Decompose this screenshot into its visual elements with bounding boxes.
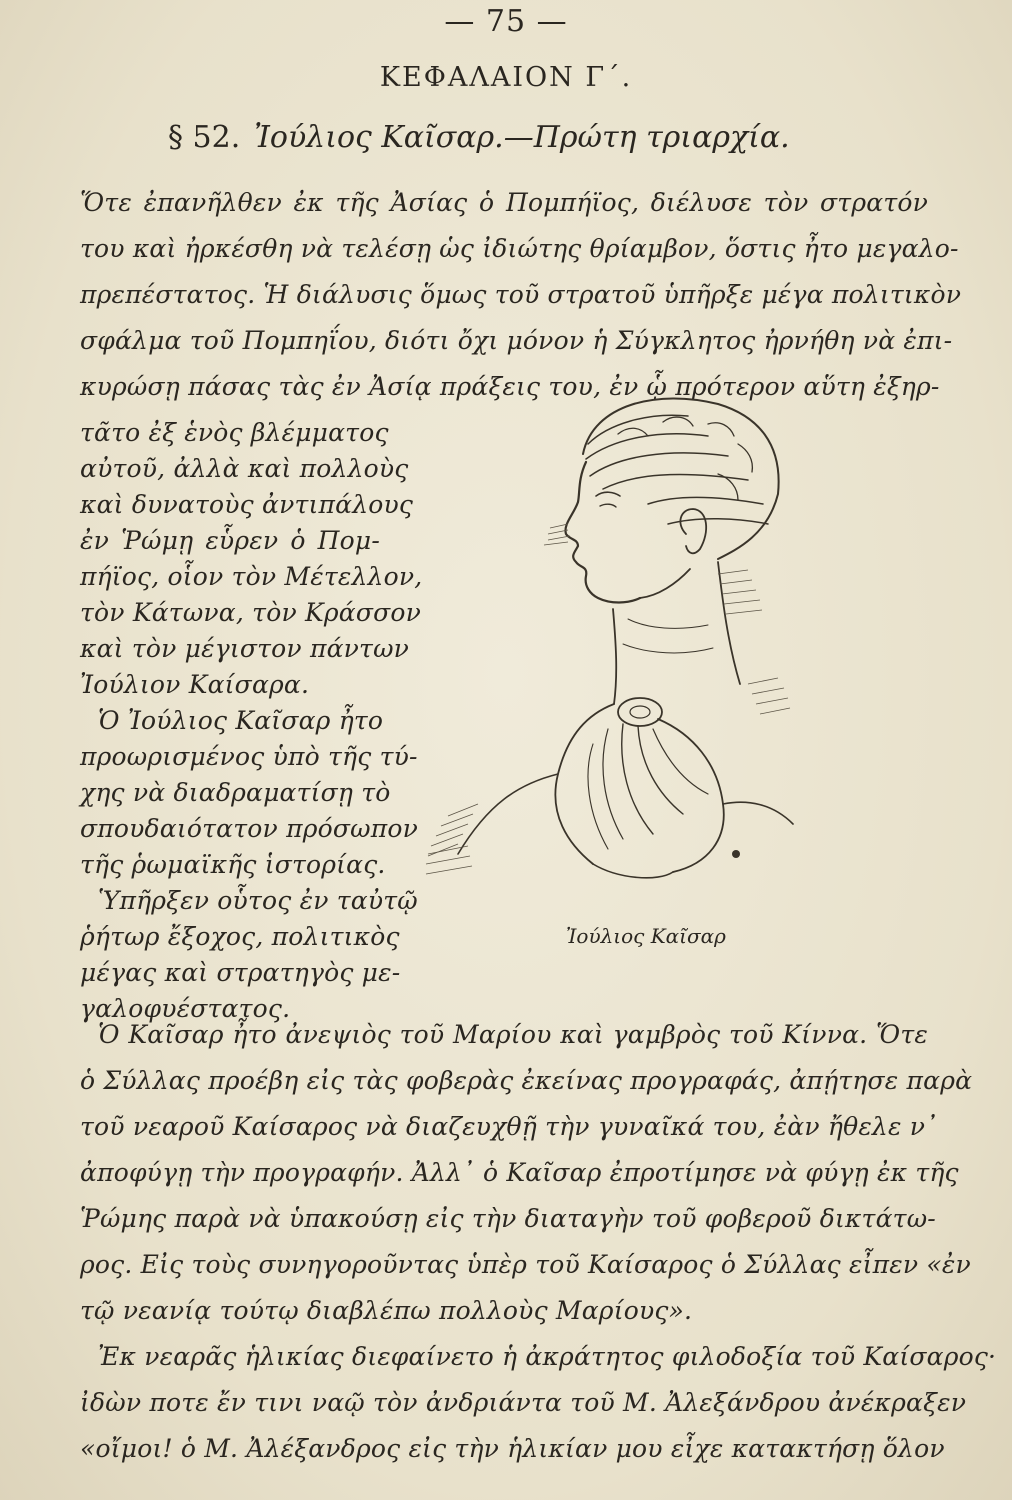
text-line: Ἰούλιον Καίσαρα.: [80, 670, 310, 699]
text-line: μέγας καὶ στρατηγὸς με-: [80, 958, 401, 987]
text-line: καὶ τὸν μέγιστον πάντων: [80, 634, 410, 663]
text-line: αὐτοῦ, ἀλλὰ καὶ πολλοὺς: [80, 454, 409, 483]
chapter-title: ΚΕΦΑΛΑΙΟΝ Γ΄.: [379, 62, 633, 93]
text-line: τᾶτο ἐξ ἑνὸς βλέμματος: [80, 418, 389, 447]
section-symbol: § 52.: [168, 120, 241, 155]
text-line: ἀποφύγῃ τὴν προγραφήν. Ἀλλ᾽ ὁ Καῖσαρ ἐπροτίμησε νὰ φύγῃ ἐκ τῆς: [80, 1158, 959, 1187]
text-line: ὁ Σύλλας προέβη εἰς τὰς φοβερὰς ἐκείνας προγραφάς, ἀπῄτησε παρὰ: [80, 1066, 973, 1095]
caesar-portrait-illustration: [418, 384, 808, 884]
text-line: πρεπέστατος. Ἡ διάλυσις ὅμως τοῦ στρατοῦ ὑπῆρξε μέγα πολιτικὸν: [80, 280, 962, 309]
text-line: Ῥώμης παρὰ νὰ ὑπακούσῃ εἰς τὴν διαταγὴν τοῦ φοβεροῦ δικτάτω-: [80, 1204, 936, 1233]
text-line: Ὅτε ἐπανῆλθεν ἐκ τῆς Ἀσίας ὁ Πομπήϊος, διέλυσε τὸν στρατόν: [80, 188, 928, 217]
text-line: σφάλμα τοῦ Πομπηΐου, διότι ὄχι μόνον ἡ Σύγκλητος ἠρνήθη νὰ ἐπι-: [80, 326, 953, 355]
text-line: Ὑπῆρξεν οὗτος ἐν ταὐτῷ: [98, 886, 418, 915]
text-line: τὸν Κάτωνα, τὸν Κράσσον: [80, 598, 422, 627]
text-line: «οἴμοι! ὁ Μ. Ἀλέξανδρος εἰς τὴν ἡλικίαν μου εἶχε κατακτήσῃ ὅλον: [80, 1434, 945, 1463]
text-line: ρος. Εἰς τοὺς συνηγοροῦντας ὑπὲρ τοῦ Καίσαρος ὁ Σύλλας εἶπεν «ἐν: [80, 1250, 971, 1279]
text-line: τοῦ νεαροῦ Καίσαρος νὰ διαζευχθῇ τὴν γυναῖκά του, ἐὰν ἤθελε ν᾽: [80, 1112, 938, 1141]
text-line: Ὁ Καῖσαρ ἦτο ἀνεψιὸς τοῦ Μαρίου καὶ γαμβρὸς τοῦ Κίννα. Ὅτε: [98, 1020, 928, 1049]
text-line: τῷ νεανίᾳ τούτῳ διαβλέπω πολλοὺς Μαρίους».: [80, 1296, 693, 1325]
section-title: Ἰούλιος Καῖσαρ.—Πρώτη τριαρχία.: [254, 120, 790, 155]
text-line: χης νὰ διαδραματίσῃ τὸ: [80, 778, 391, 807]
text-line: ῥήτωρ ἔξοχος, πολιτικὸς: [80, 922, 400, 951]
page-number: — 75 —: [444, 4, 568, 39]
text-line: ἰδὼν ποτε ἔν τινι ναῷ τὸν ἀνδριάντα τοῦ Μ. Ἀλεξάνδρου ἀνέκραξεν: [80, 1388, 967, 1417]
text-line: γαλοφυέστατος.: [80, 994, 291, 1023]
figure-caption: Ἰούλιος Καῖσαρ: [566, 924, 726, 948]
text-line: πήϊος, οἷον τὸν Μέτελλον,: [80, 562, 423, 591]
section-heading: [168, 120, 928, 155]
text-line: Ὁ Ἰούλιος Καῖσαρ ἦτο: [98, 706, 384, 735]
text-line: του καὶ ἠρκέσθη νὰ τελέσῃ ὡς ἰδιώτης θρίαμβον, ὅστις ἦτο μεγαλο-: [80, 234, 959, 263]
text-line: τῆς ῥωμαϊκῆς ἱστορίας.: [80, 850, 386, 879]
text-line: καὶ δυνατοὺς ἀντιπάλους: [80, 490, 414, 519]
text-line: σπουδαιότατον πρόσωπον: [80, 814, 418, 843]
text-line: Ἐκ νεαρᾶς ἡλικίας διεφαίνετο ἡ ἀκράτητος φιλοδοξία τοῦ Καίσαρος·: [98, 1342, 997, 1371]
text-line: προωρισμένος ὑπὸ τῆς τύ-: [80, 742, 418, 771]
text-line: ἐν Ῥώμῃ εὗρεν ὁ Πομ-: [80, 526, 380, 555]
text-line: κυρώσῃ πάσας τὰς ἐν Ἀσίᾳ πράξεις του, ἐν ᾧ πρότερον αὕτη ἐξηρ-: [80, 372, 940, 401]
